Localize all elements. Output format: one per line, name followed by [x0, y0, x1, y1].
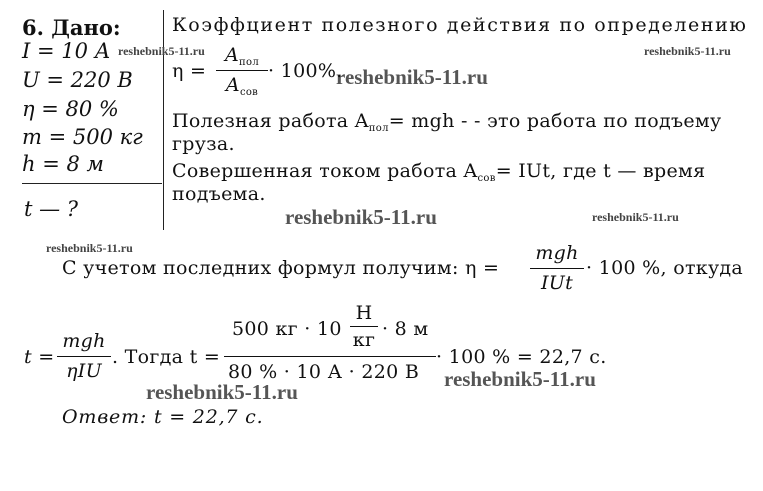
given-mass: m = 500 кг	[22, 125, 143, 149]
useful-work-line2: груза.	[172, 133, 235, 155]
intro-line: Коэффциент полезного действия по определению	[172, 14, 748, 36]
combine-text: С учетом последних формул получим: η =	[62, 257, 500, 279]
big-numerator-a: 500 кг · 10	[232, 318, 342, 340]
combine-numerator: mgh	[535, 242, 579, 264]
watermark-8: reshebnik5-11.ru	[444, 367, 596, 391]
big-fraction-bar	[224, 356, 436, 357]
t-lhs: t =	[24, 346, 55, 368]
useful-work-line1: Полезная работа $A_{пол}=$ mgh - - это работа по подъему	[172, 110, 722, 134]
given-voltage: U = 220 В	[22, 68, 133, 92]
watermark-5: reshebnik5-11.ru	[592, 210, 679, 224]
watermark-1: reshebnik5-11.ru	[118, 44, 205, 58]
watermark-6: reshebnik5-11.ru	[46, 241, 133, 255]
eta-lhs: η =	[172, 60, 207, 82]
t-fraction-bar	[57, 356, 111, 357]
answer-line: Ответ: t = 22,7 с.	[62, 406, 264, 428]
watermark-4: reshebnik5-11.ru	[285, 205, 437, 229]
eta-numerator: $A_{пол}$	[225, 44, 259, 68]
watermark-2: reshebnik5-11.ru	[644, 44, 731, 58]
done-work-line1: Совершенная током работа $A_{сов}=$ IUt, где t — время	[172, 160, 706, 184]
big-unit-top: Н	[355, 302, 373, 324]
given-efficiency: η = 80 %	[22, 97, 119, 121]
then-text: . Тогда t =	[112, 346, 221, 368]
eta-times-100: · 100%.	[268, 60, 343, 82]
watermark-7: reshebnik5-11.ru	[146, 380, 298, 404]
big-unit-bottom: кг	[352, 329, 376, 351]
given-title: 6. Дано:	[22, 15, 121, 40]
eta-fraction-bar	[216, 70, 268, 71]
watermark-3: reshebnik5-11.ru	[336, 65, 488, 89]
combine-denominator: IUt	[540, 272, 574, 294]
given-divider	[22, 183, 162, 184]
combine-tail: · 100 %, откуда	[586, 257, 744, 279]
big-denominator: 80 % · 10 А · 220 В	[228, 361, 420, 383]
given-height: h = 8 м	[22, 152, 104, 176]
big-unit-bar	[350, 326, 378, 327]
given-vertical-rule	[163, 10, 164, 230]
big-numerator-b: · 8 м	[382, 318, 429, 340]
t-denominator: ηIU	[66, 360, 102, 382]
given-find: t — ?	[24, 197, 79, 221]
big-result: · 100 % = 22,7 с.	[436, 346, 607, 368]
eta-denominator: $A_{сов}$	[225, 74, 259, 98]
combine-fraction-bar	[530, 268, 584, 269]
t-numerator: mgh	[62, 330, 106, 352]
done-work-line2: подъема.	[172, 183, 266, 205]
given-current: I = 10 А	[22, 39, 111, 63]
